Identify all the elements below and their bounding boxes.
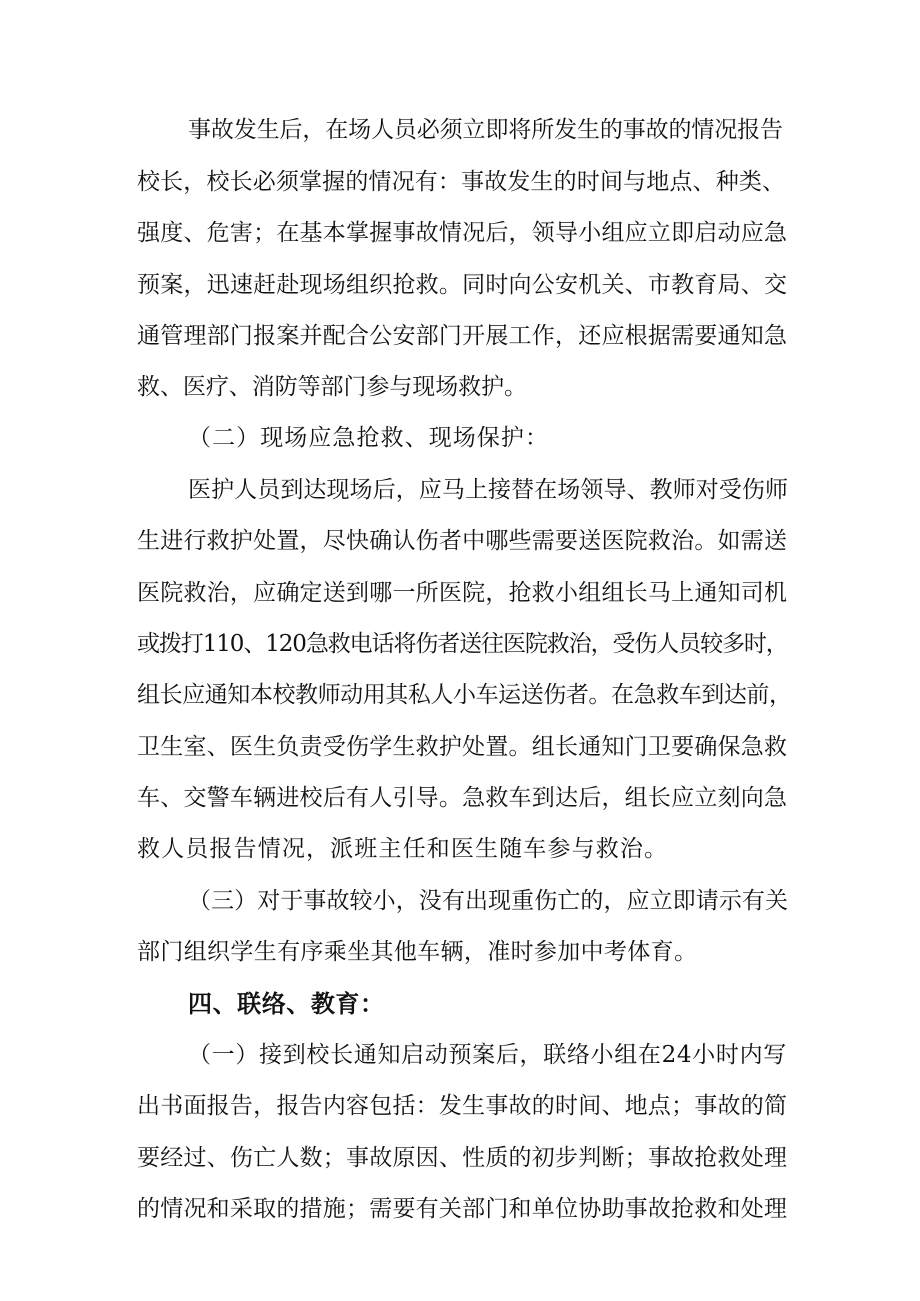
paragraph-2-line-8 — [0, 829, 920, 869]
line-text: 的情况和采取的措施；需要有关部门和单位协助事故抢救和处理 — [137, 1196, 788, 1222]
paragraph-2-line-4 — [0, 624, 920, 664]
paragraph-2-line-2 — [0, 521, 920, 561]
line-text: 救人员报告情况，派班主任和医生随车参与救治。 — [137, 836, 669, 862]
line-text: 校长，校长必须掌握的情况有：事故发生的时间与地点、种类、 — [137, 169, 786, 195]
paragraph-4-line-4 — [0, 1189, 920, 1229]
line-text: 通管理部门报案并配合公安部门开展工作，还应根据需要通知急 — [137, 323, 788, 349]
paragraph-3-line-1 — [0, 881, 920, 921]
line-text: 医院救治，应确定送到哪一所医院，抢救小组组长马上通知司机 — [137, 580, 788, 606]
line-text: 或拨打110、120急救电话将伤者送往医院救治，受伤人员较多时， — [137, 631, 788, 657]
line-text: 出书面报告，报告内容包括：发生事故的时间、地点；事故的简 — [137, 1093, 788, 1119]
paragraph-1-line-3 — [0, 213, 920, 253]
subheading-text: （二）现场应急抢救、现场保护： — [188, 425, 550, 451]
line-text: 强度、危害；在基本掌握事故情况后，领导小组应立即启动应急 — [137, 220, 788, 246]
line-text: 事故发生后，在场人员必须立即将所发生的事故的情况报告 — [188, 117, 783, 143]
paragraph-4-line-2 — [0, 1086, 920, 1126]
line-text: 组长应通知本校教师动用其私人小车运送伤者。在急救车到达前， — [137, 682, 792, 708]
paragraph-1-line-2 — [0, 162, 920, 202]
line-text: （三）对于事故较小，没有出现重伤亡的，应立即请示有关 — [188, 888, 789, 914]
line-text: 卫生室、医生负责受伤学生救护处置。组长通知门卫要确保急救 — [137, 734, 788, 760]
line-text: 生进行救护处置，尽快确认伤者中哪些需要送医院救治。如需送 — [137, 528, 788, 554]
heading-text: 四、联络、教育： — [188, 990, 385, 1018]
line-text: 要经过、伤亡人数；事故原因、性质的初步判断；事故抢救处理 — [137, 1145, 788, 1171]
paragraph-2-line-6 — [0, 727, 920, 767]
subheading-2 — [0, 418, 920, 458]
line-text: （一）接到校长通知启动预案后，联络小组在24小时内写 — [188, 1042, 787, 1068]
line-text: 预案，迅速赶赴现场组织抢救。同时向公安机关、市教育局、交 — [137, 272, 788, 298]
line-text: 救、医疗、消防等部门参与现场救护。 — [137, 374, 527, 400]
line-text: 车、交警车辆进校后有人引导。急救车到达后，组长应立刻向急 — [137, 785, 788, 811]
paragraph-1-line-6 — [0, 367, 920, 407]
line-text: 部门组织学生有序乘坐其他车辆，准时参加中考体育。 — [137, 939, 698, 965]
paragraph-2-line-1 — [0, 470, 920, 510]
paragraph-1-line-5 — [0, 316, 920, 356]
paragraph-4-line-3 — [0, 1138, 920, 1178]
paragraph-3-line-2 — [0, 932, 920, 972]
paragraph-2-line-7 — [0, 778, 920, 818]
paragraph-4-line-1 — [0, 1035, 920, 1075]
paragraph-1-line-4 — [0, 265, 920, 305]
line-text: 医护人员到达现场后，应马上接替在场领导、教师对受伤师 — [188, 477, 789, 503]
section-heading-4 — [0, 984, 920, 1024]
paragraph-1-line-1 — [0, 110, 920, 150]
paragraph-2-line-3 — [0, 573, 920, 613]
paragraph-2-line-5 — [0, 675, 920, 715]
